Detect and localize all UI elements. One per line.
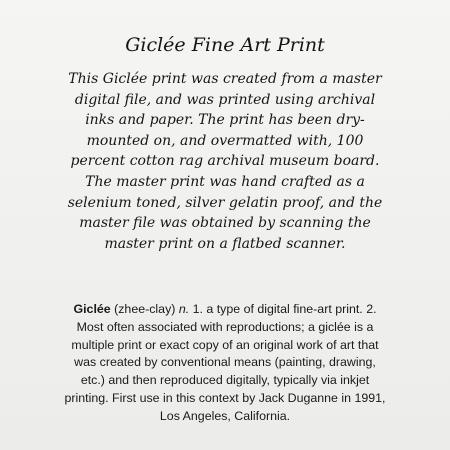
definition-line: Most often associated with reproductions; a giclée is a	[76, 319, 374, 334]
definition-line: printing. First use in this context by Jack Duganne in 1991,	[64, 390, 386, 405]
statement-line: mounted on, and overmatted with, 100	[86, 132, 364, 149]
statement-line: This Giclée print was created from a master	[68, 71, 382, 87]
giclee-definition	[0, 301, 450, 426]
statement-line: percent cotton rag archival museum board.	[70, 153, 380, 170]
statement-line: digital file, and was printed using archival	[74, 91, 376, 108]
definition-first-line	[0, 301, 450, 319]
statement-line: selenium toned, silver gelatin proof, and the	[67, 194, 383, 211]
definition-pronunciation: (zhee-clay)	[110, 302, 179, 316]
statement-line: inks and paper. The print has been dry-	[85, 112, 365, 129]
definition-line-rest: 1. a type of digital fine-art print. 2.	[189, 302, 377, 316]
statement-line: master print on a flatbed scanner.	[104, 235, 346, 252]
page-title: Giclée Fine Art Print	[125, 34, 325, 56]
statement-line: The master print was hand crafted as a	[85, 173, 365, 190]
statement-line: master file was obtained by scanning the	[79, 215, 371, 232]
definition-line: multiple print or exact copy of an original work of art that	[71, 337, 379, 352]
definition-line: was created by conventional means (painting, drawing,	[74, 355, 376, 370]
definition-line: etc.) and then reproduced digitally, typically via inkjet	[80, 373, 370, 388]
definition-term: Giclée	[73, 302, 111, 316]
print-statement	[0, 69, 450, 254]
definition-part-of-speech: n.	[178, 302, 190, 316]
definition-line: Los Angeles, California.	[159, 408, 291, 423]
